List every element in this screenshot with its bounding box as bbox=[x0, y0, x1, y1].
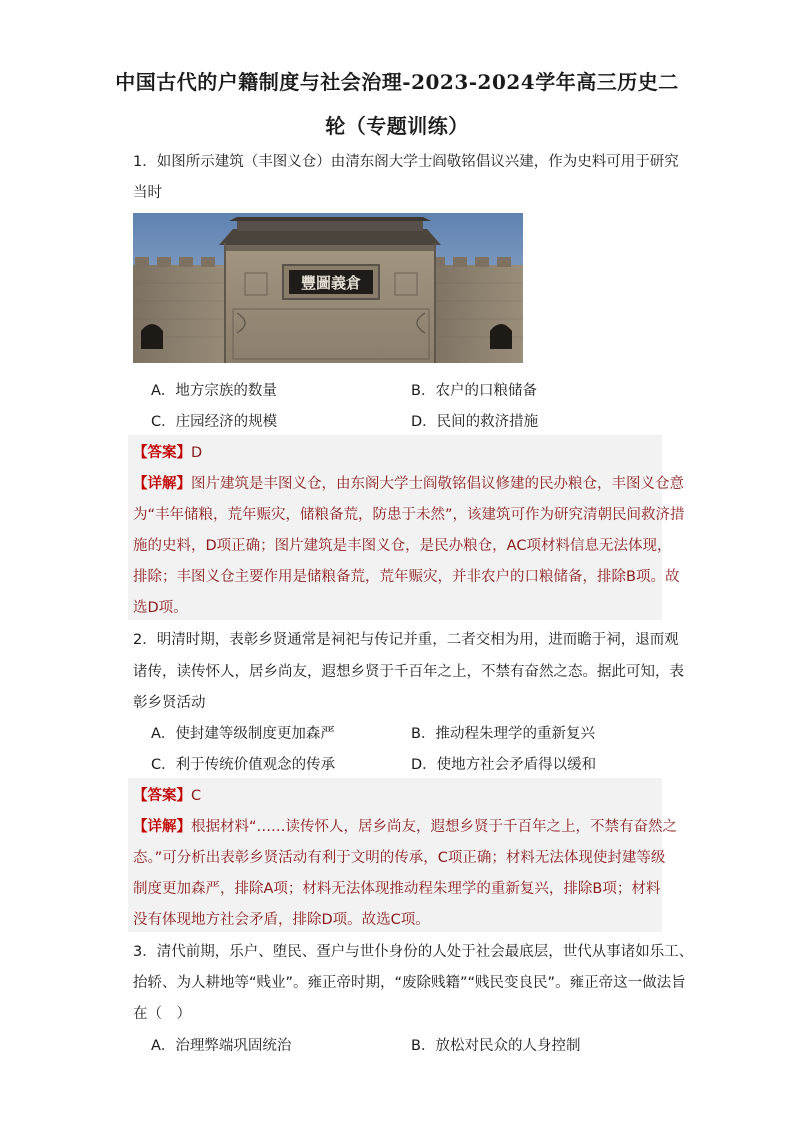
document-title-line-1: 中国古代的户籍制度与社会治理-2023-2024学年高三历史二 bbox=[115, 70, 679, 94]
q2-detail-line-2: 态。”可分析出表彰乡贤活动有利于文明的传承，C项正确；材料无法体现使封建等级 bbox=[133, 850, 666, 866]
q2-detail-line-3: 制度更加森严，排除A项；材料无法体现推动程朱理学的重新复兴，排除B项；材料 bbox=[133, 881, 661, 897]
q1-detail-line-2: 为“丰年储粮，荒年赈灾，储粮备荒，防患于未然”，该建筑可作为研究清朝民间救济措 bbox=[133, 507, 685, 523]
q2-stem-line-3: 彰乡贤活动 bbox=[133, 695, 206, 711]
q1-answer-value: D bbox=[191, 445, 203, 461]
q1-answer-block bbox=[128, 435, 662, 620]
q1-option-d: D．民间的救济措施 bbox=[411, 414, 539, 430]
q1-option-b: B．农户的口粮储备 bbox=[411, 383, 537, 399]
q1-detail-text-1: 图片建筑是丰图义仓，由东阁大学士阎敬铭倡议修建的民办粮仓，丰图义仓意 bbox=[191, 476, 684, 492]
document-title-line-2: 轮（专题训练） bbox=[325, 114, 469, 138]
plaque-text: 豐圖義倉 bbox=[300, 274, 362, 292]
q2-answer bbox=[133, 784, 201, 805]
q1-stem-line-1: 1．如图所示建筑（丰图义仓）由清东阁大学士阎敬铭倡议兴建，作为史料可用于研究 bbox=[133, 154, 679, 170]
q3-option-b: B．放松对民众的人身控制 bbox=[411, 1038, 581, 1054]
q1-detail-line-3: 施的史料，D项正确；图片建筑是丰图义仓，是民办粮仓，AC项材料信息无法体现， bbox=[133, 538, 672, 554]
q2-detail-line-4: 没有体现地方社会矛盾，排除D项。故选C项。 bbox=[133, 912, 430, 928]
q2-answer-value: C bbox=[191, 788, 202, 804]
q3-stem-line-1: 3．清代前期，乐户、堕民、疍户与世仆身份的人处于社会最底层，世代从事诸如乐工、 bbox=[133, 944, 694, 960]
q1-answer-label: 【答案】 bbox=[133, 445, 191, 461]
q2-detail-label: 【详解】 bbox=[133, 819, 191, 835]
q2-detail-line-1 bbox=[133, 815, 677, 836]
q3-stem-line-2: 抬轿、为人耕地等“贱业”。雍正帝时期，“废除贱籍”“贱民变良民”。雍正帝这一做法旨 bbox=[133, 975, 686, 991]
q3-stem-line-3: 在（ ） bbox=[133, 1006, 191, 1022]
q1-stem-line-2: 当时 bbox=[133, 185, 162, 201]
q2-option-b: B．推动程朱理学的重新复兴 bbox=[411, 726, 595, 742]
q2-stem-line-1: 2．明清时期，表彰乡贤通常是祠祀与传记并重，二者交相为用，进而瞻于祠，退而观 bbox=[133, 632, 679, 648]
q1-option-c: C．庄园经济的规模 bbox=[151, 414, 278, 430]
q1-detail-line-5: 选D项。 bbox=[133, 600, 188, 616]
q1-detail-line-4: 排除；丰图义仓主要作用是储粮备荒，荒年赈灾，并非农户的口粮储备，排除B项。故 bbox=[133, 569, 680, 585]
q2-option-c: C．利于传统价值观念的传承 bbox=[151, 757, 336, 773]
q1-option-a: A．地方宗族的数量 bbox=[151, 383, 277, 399]
q2-answer-label: 【答案】 bbox=[133, 788, 191, 804]
q1-answer bbox=[133, 441, 202, 462]
q1-detail-line-1 bbox=[133, 472, 684, 493]
q2-option-a: A．使封建等级制度更加森严 bbox=[151, 726, 335, 742]
q3-option-a: A．治理弊端巩固统治 bbox=[151, 1038, 292, 1054]
granary-photo bbox=[133, 213, 523, 363]
q2-stem-line-2: 诸传，读传怀人，居乡尚友，遐想乡贤于千百年之上，不禁有奋然之态。据此可知，表 bbox=[133, 664, 684, 680]
q2-detail-text-1: 根据材料“……读传怀人，居乡尚友，遐想乡贤于千百年之上，不禁有奋然之 bbox=[191, 819, 678, 835]
q2-option-d: D．使地方社会矛盾得以缓和 bbox=[411, 757, 597, 773]
q1-detail-label: 【详解】 bbox=[133, 476, 191, 492]
